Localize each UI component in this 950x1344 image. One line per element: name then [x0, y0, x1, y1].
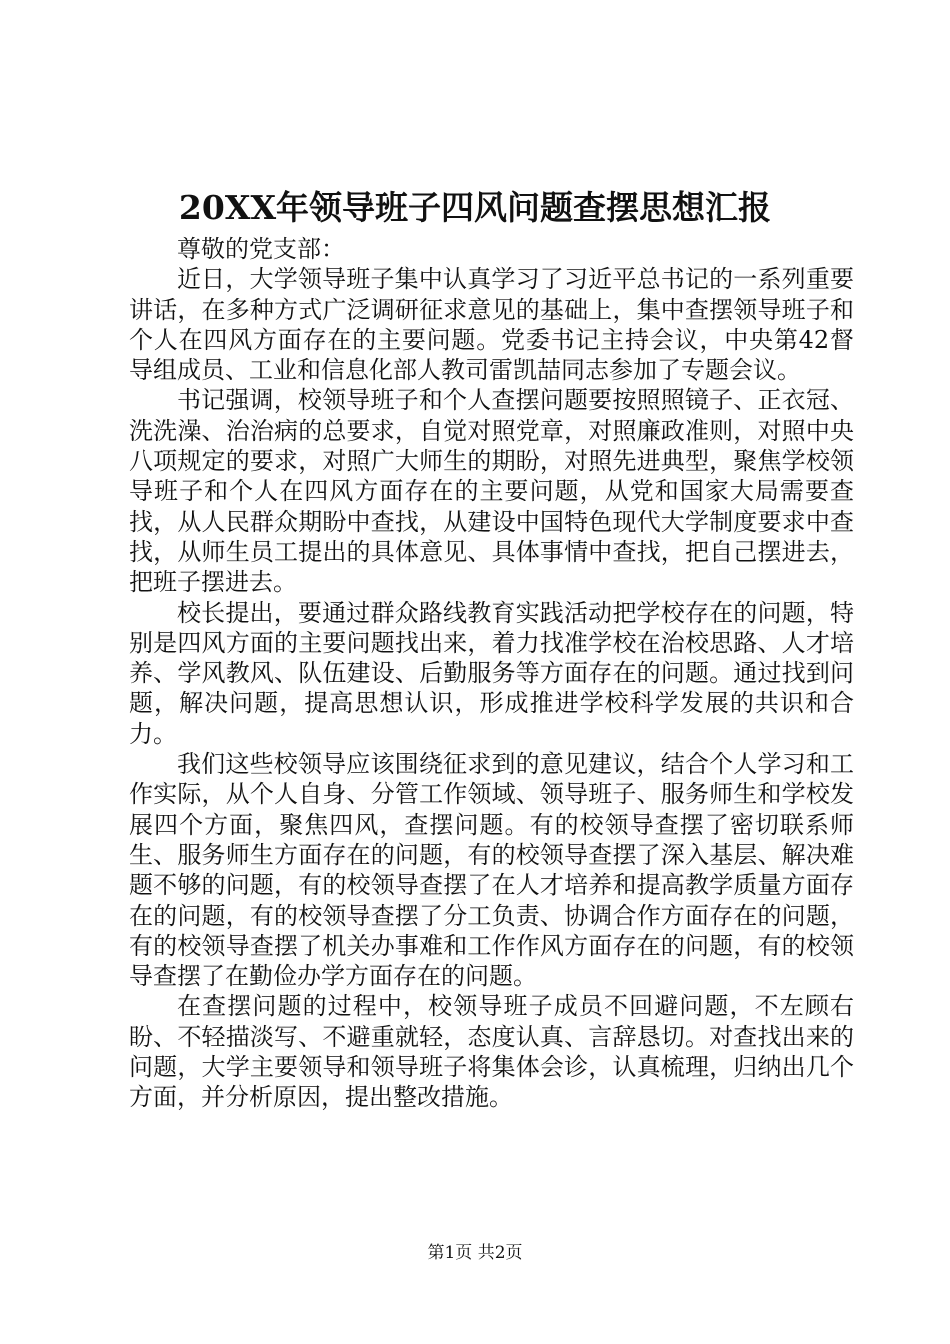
paragraph-1: 近日，大学领导班子集中认真学习了习近平总书记的一系列重要讲话，在多种方式广泛调研征求意见的基础上，集中查摆领导班子和个人在四风方面存在的主要问题。党委书记主持会议，中央第42督导组成员、工业和信息化部人教司雷凯喆同志参加了专题会议。: [129, 265, 854, 385]
document-body: [129, 234, 854, 1113]
paragraph-3: 校长提出，要通过群众路线教育实践活动把学校存在的问题，特别是四风方面的主要问题找出来，着力找准学校在治校思路、人才培养、学风教风、队伍建设、后勤服务等方面存在的问题。通过找到问题，解决问题，提高思想认识，形成推进学校科学发展的共识和合力。: [129, 598, 854, 748]
paragraph-5: 在查摆问题的过程中，校领导班子成员不回避问题，不左顾右盼、不轻描淡写、不避重就轻，态度认真、言辞恳切。对查找出来的问题，大学主要领导和领导班子将集体会诊，认真梳理，归纳出几个方面，并分析原因，提出整改措施。: [129, 992, 854, 1112]
page-footer: 第1页 共2页: [427, 1243, 523, 1263]
salutation: 尊敬的党支部：: [177, 235, 345, 263]
document-title: 20XX年领导班子四风问题查摆思想汇报: [178, 188, 772, 227]
paragraph-2: 书记强调，校领导班子和个人查摆问题要按照照镜子、正衣冠、洗洗澡、治治病的总要求，自觉对照党章，对照廉政准则，对照中央八项规定的要求，对照广大师生的期盼，对照先进典型，聚焦学校领导班子和个人在四风方面存在的主要问题，从党和国家大局需要查找，从人民群众期盼中查找，从建设中国特色现代大学制度要求中查找，从师生员工提出的具体意见、具体事情中查找，把自己摆进去，把班子摆进去。: [129, 386, 854, 597]
paragraph-4: 我们这些校领导应该围绕征求到的意见建议，结合个人学习和工作实际，从个人自身、分管工作领域、领导班子、服务师生和学校发展四个方面，聚焦四风，查摆问题。有的校领导查摆了密切联系师生、服务师生方面存在的问题，有的校领导查摆了深入基层、解决难题不够的问题，有的校领导查摆了在人才培养和提高教学质量方面存在的问题，有的校领导查摆了分工负责、协调合作方面存在的问题，有的校领导查摆了机关办事难和工作作风方面存在的问题，有的校领导查摆了在勤俭办学方面存在的问题。: [129, 750, 854, 991]
